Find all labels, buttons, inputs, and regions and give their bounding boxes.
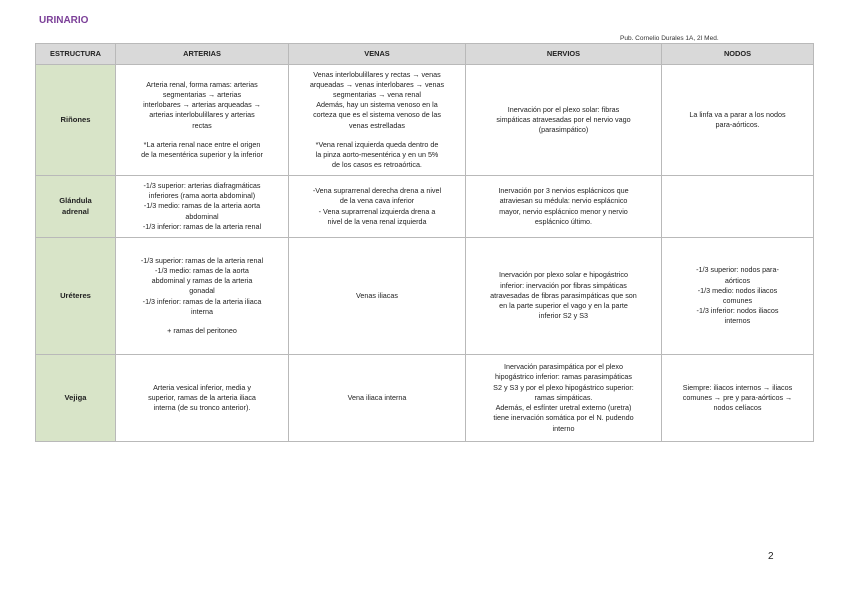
header-venas: VENAS: [289, 44, 466, 65]
cell-line: arterias interlobulillares y arterias: [149, 110, 255, 120]
cell-venas: [289, 238, 466, 355]
cell-line: segmentarias → arterias: [162, 89, 242, 99]
cell-line: Inervación parasimpática por el plexo: [503, 362, 624, 372]
page-number: 2: [768, 551, 774, 562]
cell-line: hipogástrico inferior: ramas parasimpáticas: [494, 372, 633, 382]
cell-venas: [289, 176, 466, 238]
cell-line: -1/3 inferior: nodos iliacos: [696, 306, 779, 316]
cell-line: Vena iliaca interna: [347, 392, 407, 402]
cell-line: venas estrelladas: [349, 120, 405, 130]
cell-line: + ramas del peritoneo: [167, 326, 237, 336]
cell-line: para-aórticos.: [715, 120, 760, 129]
cell-line: la pinza aorto-mesentérica y en un 5%: [315, 150, 439, 160]
cell-line: interna (de su tronco anterior).: [153, 403, 251, 413]
cell-line: Inervación por 3 nervios esplácnicos que: [498, 186, 629, 196]
cell-line: Venas interlobulillares y rectas → venas: [313, 69, 441, 79]
cell-arterias: [116, 176, 289, 238]
cell-line: arqueadas → venas interlobares → venas: [309, 79, 445, 89]
cell-line: gonadal: [189, 286, 215, 296]
cell-line: interlobares → arterias arqueadas →: [143, 100, 261, 110]
cell-line: -1/3 superior: arterias diafragmáticas: [143, 180, 261, 190]
document-title: URINARIO: [39, 15, 89, 26]
cell-nodos: [662, 65, 814, 176]
cell-nodos: [662, 238, 814, 355]
cell-line: Siempre: iliacos internos → iliacos: [682, 382, 793, 392]
header-arterias: ARTERIAS: [116, 44, 289, 65]
cell-line: comunes → pre y para-aórticos →: [682, 392, 793, 402]
cell-line: *Vena renal izquierda queda dentro de: [315, 139, 439, 149]
table-header-row: [36, 44, 814, 65]
cell-line: de la vena cava inferior: [339, 196, 415, 206]
table-row: [36, 176, 814, 238]
table-row: [36, 238, 814, 355]
cell-line: de la mesentérica superior y la inferior: [141, 150, 263, 160]
cell-line: Glándula: [59, 195, 92, 205]
cell-line: Inervación por plexo solar e hipogástrico: [498, 270, 629, 280]
cell-line: Arteria renal, forma ramas: arterias: [146, 79, 258, 89]
line-gap: [121, 317, 283, 326]
cell-line: abdominal y ramas de la arteria: [151, 276, 253, 286]
cell-line: Venas iliacas: [356, 290, 398, 300]
cell-nervios: [466, 355, 662, 442]
cell-estructura: [36, 238, 116, 355]
cell-arterias: [116, 238, 289, 355]
cell-line: corteza que es el sistema venoso de las: [313, 110, 441, 120]
cell-line: abdominal: [185, 211, 219, 221]
cell-line: en la parte superior el vago y en la parte: [499, 301, 628, 311]
cell-line: -1/3 inferior: ramas de la arteria renal: [142, 221, 262, 231]
cell-venas: [289, 65, 466, 176]
cell-nervios: [466, 176, 662, 238]
cell-estructura: [36, 176, 116, 238]
cell-nodos: [662, 355, 814, 442]
cell-line: de los casos es retroaórtica.: [332, 160, 422, 170]
cell-line: inferiores (rama aorta abdominal): [148, 191, 256, 201]
header-nervios: NERVIOS: [466, 44, 662, 65]
cell-estructura: [36, 65, 116, 176]
cell-line: nodos celíacos: [713, 403, 762, 413]
cell-line: adrenal: [61, 206, 89, 216]
cell-line: Riñones: [60, 114, 91, 124]
line-gap: [121, 131, 283, 140]
cell-line: inferior: inervación por fibras simpáticas: [500, 280, 627, 290]
cell-line: *La arteria renal nace entre el origen: [143, 139, 261, 149]
cell-line: (parasimpático): [538, 125, 589, 135]
cell-line: Además, el esfínter uretral externo (uretra): [495, 403, 632, 413]
cell-line: inferior S2 y S3: [538, 311, 589, 321]
cell-line: interna: [191, 306, 213, 316]
cell-line: nivel de la vena renal izquierda: [327, 216, 427, 226]
cell-line: internos: [724, 316, 751, 326]
cell-line: -Vena suprarrenal derecha drena a nivel: [312, 186, 442, 196]
cell-line: S2 y S3 y por el plexo hipogástrico superior:: [493, 382, 634, 392]
cell-arterias: [116, 65, 289, 176]
cell-line: Inervación por el plexo solar: fibras: [507, 104, 620, 114]
cell-line: rectas: [192, 120, 212, 130]
table-row: [36, 355, 814, 442]
cell-line: La linfa va a parar a los nodos: [689, 109, 786, 119]
cell-line: esplácnico último.: [534, 216, 593, 226]
cell-line: Vejiga: [64, 392, 87, 402]
line-gap: [294, 131, 460, 140]
cell-line: Además, hay un sistema venoso en la: [316, 100, 438, 110]
cell-line: -1/3 medio: ramas de la aorta: [155, 265, 249, 275]
urinario-table: [35, 43, 814, 442]
cell-estructura: [36, 355, 116, 442]
cell-line: -1/3 superior: nodos para-: [696, 265, 779, 275]
cell-line: tiene inervación somática por el N. pudendo: [493, 413, 634, 423]
cell-line: Arteria vesical inferior, media y: [153, 382, 251, 392]
cell-line: -1/3 medio: nodos iliacos: [697, 285, 778, 295]
cell-line: atravesadas de fibras parasimpáticas que son: [490, 290, 637, 300]
cell-line: segmentarias → vena renal: [333, 89, 421, 99]
cell-nervios: [466, 65, 662, 176]
cell-line: ramas simpáticas.: [534, 392, 593, 402]
cell-nodos: [662, 176, 814, 238]
author-note: Pub. Cornelio Durales 1A, 2I Med.: [620, 35, 719, 41]
cell-line: superior, ramas de la arteria iliaca: [148, 392, 256, 402]
cell-line: Uréteres: [60, 290, 91, 300]
table-row: [36, 65, 814, 176]
cell-nervios: [466, 238, 662, 355]
cell-line: mayor, nervio esplácnico menor y nervio: [499, 206, 628, 216]
cell-line: comunes: [722, 296, 753, 305]
cell-line: - Vena suprarrenal izquierda drena a: [318, 206, 436, 216]
cell-arterias: [116, 355, 289, 442]
cell-venas: [289, 355, 466, 442]
cell-line: -1/3 superior: ramas de la arteria renal: [140, 255, 264, 265]
cell-line: simpáticas atravesadas por el nervio vago: [496, 114, 631, 124]
cell-line: aórticos: [724, 275, 751, 285]
header-estructura: ESTRUCTURA: [36, 44, 116, 65]
cell-line: -1/3 inferior: ramas de la arteria iliaca: [142, 296, 262, 306]
header-nodos: NODOS: [662, 44, 814, 65]
cell-line: -1/3 medio: ramas de la arteria aorta: [143, 201, 261, 211]
cell-line: interno: [552, 423, 575, 433]
cell-line: atraviesan su médula: nervio esplácnico: [499, 196, 628, 206]
